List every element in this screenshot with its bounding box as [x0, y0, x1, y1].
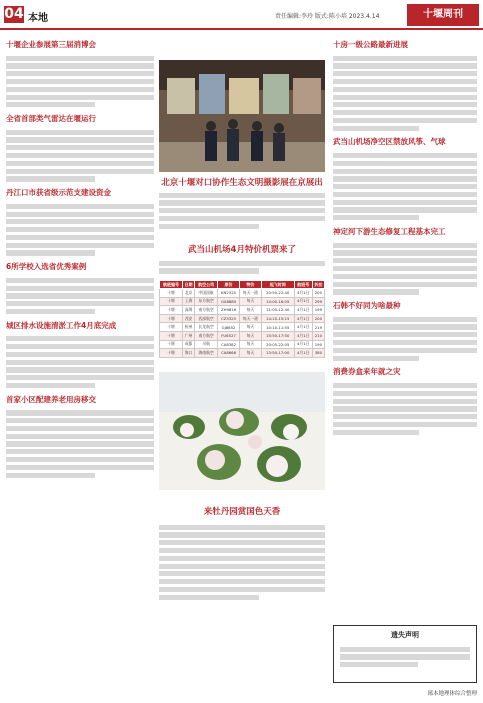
article-title: 城区排水设施清淤工作4月底完成 — [6, 320, 117, 330]
text-line — [159, 268, 259, 273]
article-body — [333, 314, 477, 363]
text-line — [6, 176, 95, 181]
table-cell: CA8666 — [218, 349, 240, 358]
table-cell: 每天 — [240, 306, 262, 315]
text-line — [6, 250, 95, 255]
text-line — [333, 184, 477, 189]
notice-box — [333, 625, 477, 683]
table-header-cell: 日期 — [182, 281, 194, 289]
table-cell: 每天一班 — [240, 314, 262, 323]
table-cell: 4月1日 — [294, 331, 312, 340]
table-cell: 20:05-22:05 — [261, 340, 294, 349]
article-title: 十堰企业参展第三届消博会 — [6, 40, 96, 49]
text-line — [333, 243, 477, 248]
text-line — [6, 426, 154, 431]
table-cell: 海南航空 — [195, 349, 218, 358]
table-header-cell: 折扣 — [312, 281, 324, 289]
article-title: 丹江口市获省级示范支建设资金 — [6, 188, 111, 198]
text-line — [6, 56, 154, 61]
article-body — [6, 275, 154, 317]
table-cell: 广州 — [182, 331, 194, 340]
text-line — [333, 414, 477, 419]
table-cell: 4月1日 — [294, 306, 312, 315]
table-cell: 4月1日 — [294, 323, 312, 332]
page-number: 04 — [4, 6, 24, 22]
table-row — [160, 306, 325, 315]
table-cell: 海口 — [182, 349, 194, 358]
table-cell: 4月1日 — [294, 297, 312, 306]
text-line — [333, 71, 477, 76]
text-line — [333, 200, 477, 205]
table-cell: FU6527 — [218, 331, 240, 340]
peony-photo — [159, 372, 325, 490]
table-cell: 每天 — [240, 323, 262, 332]
text-line — [6, 434, 154, 439]
table-cell: CA8382 — [218, 340, 240, 349]
table-cell: GX8885 — [218, 297, 240, 306]
photo-caption-title: 来牡丹园赏国色天香 — [203, 507, 281, 517]
table-cell: GJ8652 — [218, 323, 240, 332]
text-line — [6, 336, 154, 341]
article-body — [6, 53, 154, 110]
text-line — [6, 352, 154, 357]
article-body — [6, 408, 154, 481]
text-line — [333, 383, 477, 388]
exhibition-photo — [159, 60, 325, 172]
table-cell: 200 — [312, 289, 324, 298]
text-line — [6, 278, 154, 283]
text-line — [159, 540, 325, 545]
text-line — [333, 192, 477, 197]
table-cell: 十堰 — [160, 331, 183, 340]
text-line — [159, 216, 325, 221]
table-cell: 219 — [312, 323, 324, 332]
table-header-cell: 起飞时间 — [261, 281, 294, 289]
text-line — [333, 110, 477, 115]
table-cell: 东方航空 — [195, 297, 218, 306]
table-header-row — [160, 281, 325, 289]
article-body — [6, 127, 154, 184]
editor-meta: 责任编辑:李玲 版式:陈小培 2023.4.14 — [275, 13, 380, 20]
article-title: 消费券盒来年就之灾 — [333, 367, 401, 377]
text-line — [333, 258, 477, 263]
text-line — [333, 356, 419, 361]
article-body — [333, 53, 477, 133]
table-cell: 190 — [312, 340, 324, 349]
text-line — [6, 79, 154, 84]
exhibition-photo-image — [159, 60, 325, 172]
table-cell: 长龙航空 — [195, 323, 218, 332]
table-cell: 11:05-12:40 — [261, 306, 294, 315]
table-cell: ZH9816 — [218, 306, 240, 315]
section-title: 本地 — [28, 13, 48, 24]
text-line — [6, 367, 154, 372]
text-line — [333, 266, 477, 271]
text-line — [6, 95, 154, 100]
text-line — [6, 87, 154, 92]
table-cell: 每天 — [240, 340, 262, 349]
table-cell: 14:00-16:05 — [261, 297, 294, 306]
text-line — [6, 441, 154, 446]
text-line — [159, 532, 325, 537]
table-cell: 每天 — [240, 297, 262, 306]
text-line — [333, 95, 477, 100]
text-line — [6, 145, 154, 150]
article-title: 6所学校入选省优秀案例 — [6, 262, 87, 272]
text-line — [333, 332, 477, 337]
table-cell: 南方航空 — [195, 306, 218, 315]
text-line — [6, 102, 95, 107]
text-line — [159, 579, 325, 584]
table-cell: 深圳 — [182, 306, 194, 315]
text-line — [6, 344, 154, 349]
text-line — [6, 204, 154, 209]
table-header-cell: 航空公司 — [195, 281, 218, 289]
table-cell: 每天 — [240, 349, 262, 358]
page-header — [0, 0, 483, 30]
text-line — [333, 282, 477, 287]
text-line — [333, 317, 477, 322]
table-cell: 200 — [312, 314, 324, 323]
article-title: 武当山机场净空区禁放风筝、气球 — [333, 137, 446, 147]
center-article-3 — [159, 522, 325, 602]
text-line — [333, 161, 477, 166]
text-line — [6, 360, 154, 365]
article-body — [333, 380, 477, 437]
text-line — [159, 200, 325, 205]
text-line — [6, 169, 154, 174]
text-line — [159, 208, 325, 213]
table-cell: 成都 — [182, 340, 194, 349]
text-line — [159, 525, 325, 530]
table-cell: 20:50-22:40 — [261, 289, 294, 298]
table-header-cell: 特价 — [240, 281, 262, 289]
table-cell: 中国国航 — [195, 289, 218, 298]
text-line — [159, 548, 325, 553]
left-column — [6, 36, 154, 480]
article-body — [159, 258, 325, 276]
table-cell: 4月1日 — [294, 349, 312, 358]
text-line — [6, 71, 154, 76]
table-cell: 210 — [312, 331, 324, 340]
text-line — [159, 193, 325, 198]
flight-price-table — [159, 280, 325, 358]
table-cell: CZ3325 — [218, 314, 240, 323]
text-line — [6, 383, 95, 388]
text-line — [333, 118, 477, 123]
article-title: 神定河下游生态修复工程基本完工 — [333, 227, 446, 237]
text-line — [333, 289, 419, 294]
table-cell: 西部航空 — [195, 314, 218, 323]
text-line — [333, 399, 477, 404]
text-line — [333, 56, 477, 61]
masthead-logo: 十堰周刊 — [407, 4, 479, 26]
text-line — [159, 587, 325, 592]
table-cell: 十堰 — [160, 314, 183, 323]
text-line — [159, 556, 325, 561]
text-line — [6, 465, 154, 470]
table-cell: 4月1日 — [294, 314, 312, 323]
text-line — [6, 309, 95, 314]
table-cell: 14:15-15:15 — [261, 314, 294, 323]
text-line — [333, 207, 477, 212]
text-line — [333, 153, 477, 158]
article-body — [159, 190, 325, 232]
table-cell: 10:10-11:55 — [261, 323, 294, 332]
table-row — [160, 349, 325, 358]
text-line — [6, 410, 154, 415]
notice-title: 遗失声明 — [391, 631, 419, 639]
table-cell: 川航 — [195, 340, 218, 349]
text-line — [333, 63, 477, 68]
table-row — [160, 340, 325, 349]
article-body — [333, 150, 477, 223]
text-line — [6, 286, 154, 291]
table-body — [160, 289, 325, 358]
table-cell: 每天 — [240, 331, 262, 340]
table-cell: 每天一班 — [240, 289, 262, 298]
text-line — [159, 595, 259, 600]
article-title: 首家小区配建养老用房移交 — [6, 394, 96, 404]
notice-body — [340, 644, 470, 670]
table-cell: 13:50-17:00 — [261, 349, 294, 358]
text-line — [6, 457, 154, 462]
text-line — [6, 473, 95, 478]
table-cell: 西安 — [182, 314, 194, 323]
text-line — [159, 224, 259, 229]
table-cell: 15:50-17:50 — [261, 331, 294, 340]
text-line — [333, 215, 419, 220]
table-cell: 十堰 — [160, 340, 183, 349]
text-line — [340, 662, 418, 667]
article-body — [6, 201, 154, 258]
text-line — [6, 418, 154, 423]
table-cell: 4月1日 — [294, 289, 312, 298]
text-line — [333, 250, 477, 255]
article-body — [333, 240, 477, 297]
article-body — [159, 522, 325, 602]
text-line — [6, 153, 154, 158]
text-line — [340, 647, 470, 652]
table-cell: 上海 — [182, 297, 194, 306]
table-cell: 杭州 — [182, 323, 194, 332]
right-column — [333, 36, 477, 437]
text-line — [159, 564, 325, 569]
table-cell: 380 — [312, 349, 324, 358]
text-line — [333, 391, 477, 396]
text-line — [6, 449, 154, 454]
text-line — [333, 169, 477, 174]
text-line — [333, 422, 477, 427]
center-article-1 — [159, 190, 325, 232]
text-line — [333, 274, 477, 279]
table-row — [160, 323, 325, 332]
table-cell: 十堰 — [160, 306, 183, 315]
text-line — [333, 102, 477, 107]
article-body — [6, 334, 154, 391]
text-line — [6, 227, 154, 232]
table-row — [160, 331, 325, 340]
text-line — [333, 430, 419, 435]
table-row — [160, 289, 325, 298]
text-line — [333, 406, 477, 411]
table-intro — [159, 258, 325, 276]
text-line — [6, 293, 154, 298]
text-line — [6, 212, 154, 217]
text-line — [6, 137, 154, 142]
photo-caption-title: 北京十堰对口协作生态文明摄影展在京展出 — [161, 178, 323, 188]
table-cell: KN2325 — [218, 289, 240, 298]
article-title: 石韩不好同为啥最种 — [333, 301, 401, 311]
table-cell: 4月1日 — [294, 340, 312, 349]
text-line — [159, 571, 325, 576]
text-line — [6, 130, 154, 135]
text-line — [333, 340, 477, 345]
table-header-cell: 航班编号 — [160, 281, 183, 289]
text-line — [333, 348, 477, 353]
text-line — [340, 654, 470, 659]
text-line — [333, 324, 477, 329]
table-cell: 北京 — [182, 289, 194, 298]
table-row — [160, 314, 325, 323]
text-line — [333, 126, 419, 131]
table-cell: 299 — [312, 297, 324, 306]
text-line — [6, 243, 154, 248]
table-row — [160, 297, 325, 306]
article-title: 全省首部类气雷达在堰运行 — [6, 114, 96, 124]
peony-photo-image — [159, 372, 325, 490]
text-line — [6, 235, 154, 240]
table-cell: 十堰 — [160, 297, 183, 306]
text-line — [333, 176, 477, 181]
text-line — [6, 301, 154, 306]
table-cell: 199 — [312, 306, 324, 315]
text-line — [333, 87, 477, 92]
text-line — [6, 375, 154, 380]
text-line — [159, 261, 325, 266]
table-header-cell: 航班号 — [294, 281, 312, 289]
table-cell: 南方航空 — [195, 331, 218, 340]
text-line — [6, 63, 154, 68]
table-title: 武当山机场4月特价机票来了 — [188, 245, 296, 255]
page-footer: 郧本地理体综合整理 — [427, 691, 477, 697]
table-cell: 十堰 — [160, 349, 183, 358]
table-cell: 十堰 — [160, 289, 183, 298]
text-line — [6, 161, 154, 166]
table-header-cell: 原价 — [218, 281, 240, 289]
article-title: 十房一级公路最新进展 — [333, 40, 408, 49]
text-line — [333, 79, 477, 84]
text-line — [6, 219, 154, 224]
table-cell: 十堰 — [160, 323, 183, 332]
